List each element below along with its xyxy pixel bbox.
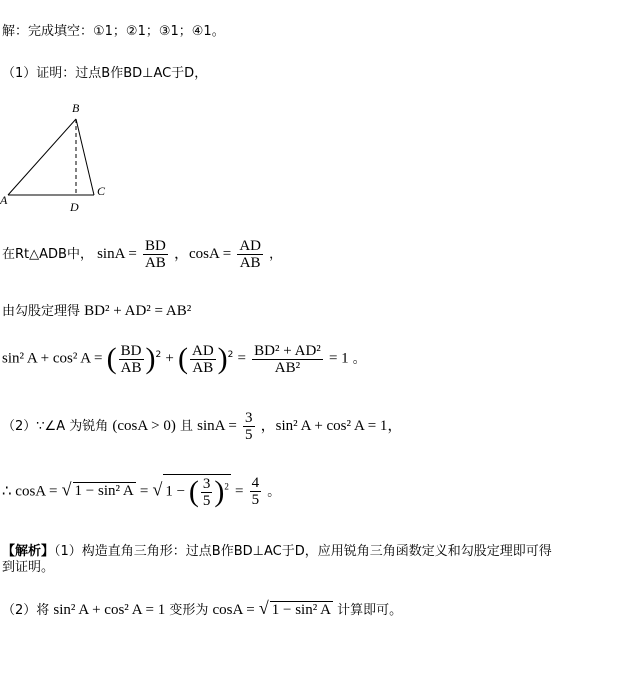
identity-result: = 1 [328,350,349,367]
frac-num: 3 [245,410,253,426]
rt-tail: ， [269,247,283,262]
frac-den: AB [120,359,142,376]
sqrt-icon: √ [61,479,72,500]
exponent: 2 [155,350,162,361]
label-a: A [0,193,8,207]
frac-num: BD [144,238,166,254]
frac-den: 5 [202,492,211,509]
sina-lhs: sinA = [97,246,137,262]
sqrt-icon: √ [152,479,163,500]
sqrt-one: 1 − [165,483,186,500]
part2-hint-line [2,598,402,619]
part2-hint-prefix: （2）将 [2,603,50,618]
rt-prefix: 在Rt△ADB中， [2,247,93,262]
exponent: 2 [227,350,234,361]
sqrt-1-minus: 1 − sin² A [271,602,331,618]
cos-lhs: ，cosA = [173,246,232,262]
part2-hint-mid: 变形为 [169,603,209,618]
sqrt-1-minus: 1 − sin² A [74,483,134,500]
triangle-figure [0,100,120,215]
frac-num: 3 [202,475,211,492]
analysis-text-1: （1）构造直角三角形：过点B作BD⊥AC于D，应用锐角三角函数定义和勾股定理即可得 [54,544,552,559]
rt-line [2,238,282,271]
frac-num: AD [192,342,214,359]
part2-hint-suffix: 计算即可。 [337,603,403,618]
side-bc [76,119,94,195]
pythag-prefix: 由勾股定理得 [2,304,81,319]
therefore-cos: ∴ cosA = [2,483,58,500]
answer-line: 解：完成填空：①1；②1；③1；④1。 [2,24,225,39]
part2-hint-cos: cosA = [212,602,255,618]
frac-3-5 [243,410,255,443]
frac-num: BD [120,342,142,359]
period: 。 [267,484,281,500]
part2-line [2,410,402,443]
identity-line: sin² A + cos² A = ( $\frac{BD}{AB}$ )$^2$ + ( $\frac{AD}{AB}$ )$^2$ = $\frac{\text{BD² + AD²}}{\text{AB²}}$ = 1 。 [2,342,366,376]
part2-and: 且 [179,419,193,434]
frac-4-5 [250,475,262,508]
label-b: B [72,101,80,115]
part2-prefix: （2）∵∠A 为锐角 [2,419,109,434]
equals-sign: = [235,483,244,500]
side-ab [8,119,76,195]
part2-sina: sinA = [197,418,237,434]
equals-sign: = [139,483,149,500]
pythag-line [2,300,191,320]
part2-cos-cond: (cosA > 0) [112,418,176,434]
frac-den: 5 [245,427,253,443]
frac-den: AB² [274,359,301,376]
analysis-line-2: 到证明。 [2,560,55,575]
part2-hint-formula: sin² A + cos² A = 1 [53,602,166,618]
analysis-line-1 [2,540,552,559]
period: 。 [352,351,366,367]
exponent: 2 [224,481,229,492]
label-d: D [70,200,79,214]
frac-num: AD [239,238,261,254]
frac-den: AB [239,255,261,271]
pythag-formula: BD² + AD² = AB² [84,303,192,319]
plus-sign: + [165,350,174,367]
frac-den: AB [192,359,214,376]
equals-sign: = [237,350,247,367]
frac-bd-ab [143,238,168,271]
proof-intro: （1）证明：过点B作BD⊥AC于D， [2,66,208,81]
frac-bd-ab [119,343,144,376]
identity-lhs: sin² A + cos² A = [2,350,103,367]
sqrt-expression: 1 − ( $\frac{3}{5}$ )$^2$ [165,475,229,509]
sqrt-icon: √ [258,598,269,618]
frac-ad-ab [190,343,216,376]
frac-sum [252,343,323,376]
label-c: C [97,184,106,198]
frac-den: 5 [251,492,260,509]
analysis-tag: 【解析】 [2,544,55,559]
therefore-line [2,474,280,509]
frac-num: 4 [251,475,260,492]
frac-num: BD² + AD² [254,342,321,359]
part2-identity: ，sin² A + cos² A = 1， [260,418,403,434]
frac-ad-ab [237,238,263,271]
frac-3-5 [201,476,213,509]
frac-den: AB [144,255,166,271]
